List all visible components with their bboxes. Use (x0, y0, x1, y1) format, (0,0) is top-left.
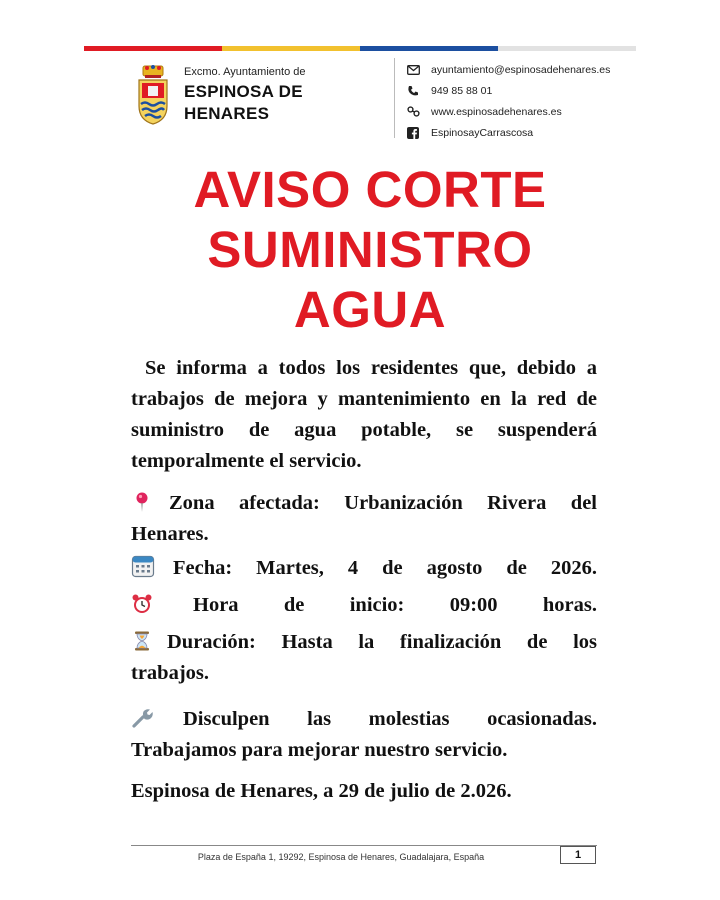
contact-facebook[interactable] (406, 122, 610, 143)
contact-phone[interactable] (406, 80, 610, 101)
contact-email-text: ayuntamiento@espinosadehenares.es (431, 63, 611, 76)
disculpen-line2: Trabajamos para mejorar nuestro servicio. (131, 739, 508, 761)
pin-icon (131, 491, 153, 513)
title-line2: SUMINISTRO (207, 221, 533, 278)
intro-line: trabajos de mejora y mantenimiento en la red de (131, 388, 597, 410)
link-icon (406, 105, 420, 119)
wrench-icon (131, 707, 153, 729)
zona-text: Zona afectada: Urbanización Rivera del (169, 492, 597, 514)
intro-line: temporalmente el servicio. (131, 450, 362, 472)
contact-website-text: www.espinosadehenares.es (431, 105, 562, 118)
hora-item (131, 590, 597, 621)
intro-paragraph (131, 353, 597, 477)
disculpen-line (131, 704, 597, 735)
coat-of-arms-icon (136, 64, 170, 126)
header-divider (394, 58, 395, 138)
intro-line: suministro de agua potable, se suspenderá (131, 419, 597, 441)
hora-text: Hora de inicio: 09:00 horas. (193, 594, 597, 616)
zona-item (131, 488, 597, 550)
org-name-line1: ESPINOSA DE (184, 82, 303, 101)
hora-line (131, 590, 597, 621)
org-subtitle: Excmo. Ayuntamiento de (184, 66, 306, 78)
contact-list (406, 59, 610, 143)
color-bar-blue (360, 46, 498, 51)
page-number: 1 (560, 846, 596, 864)
footer-divider (131, 845, 597, 846)
mail-icon (406, 63, 420, 77)
org-name-line2: HENARES (184, 104, 270, 123)
header-color-bar (84, 46, 636, 51)
fecha-text: Fecha: Martes, 4 de agosto de 2026. (173, 557, 597, 579)
color-bar-yellow (222, 46, 360, 51)
phone-icon (406, 84, 420, 98)
zona-line2: Henares. (131, 523, 209, 545)
title-line1: AVISO CORTE (193, 161, 547, 218)
alarm-clock-icon (131, 593, 153, 615)
intro-line: Se informa a todos los residentes que, debido a (145, 357, 597, 379)
contact-email[interactable] (406, 59, 610, 80)
letterhead (84, 58, 636, 140)
contact-phone-text: 949 85 88 01 (431, 84, 493, 97)
facebook-icon (406, 126, 420, 140)
contact-facebook-text: EspinosayCarrascosa (431, 126, 534, 139)
disculpen-item (131, 704, 597, 766)
hourglass-icon (131, 630, 153, 652)
disculpen-text: Disculpen las molestias ocasionadas. (183, 708, 597, 730)
signature-text: Espinosa de Henares, a 29 de julio de 2.026. (131, 780, 512, 802)
fecha-item (131, 553, 597, 584)
duracion-line (131, 627, 597, 658)
duracion-item (131, 627, 597, 689)
color-bar-grey (498, 46, 636, 51)
notice-title (0, 160, 720, 340)
contact-website[interactable] (406, 101, 610, 122)
calendar-icon (131, 554, 155, 578)
duracion-line2: trabajos. (131, 662, 210, 684)
fecha-line (131, 553, 597, 584)
zona-line (131, 488, 597, 519)
duracion-text: Duración: Hasta la finalización de los (167, 631, 597, 653)
title-line3: AGUA (293, 281, 447, 338)
org-name (184, 81, 303, 125)
signature-date (131, 776, 597, 807)
color-bar-red (84, 46, 222, 51)
footer-address: Plaza de España 1, 19292, Espinosa de Henares, Guadalajara, España (197, 852, 485, 862)
